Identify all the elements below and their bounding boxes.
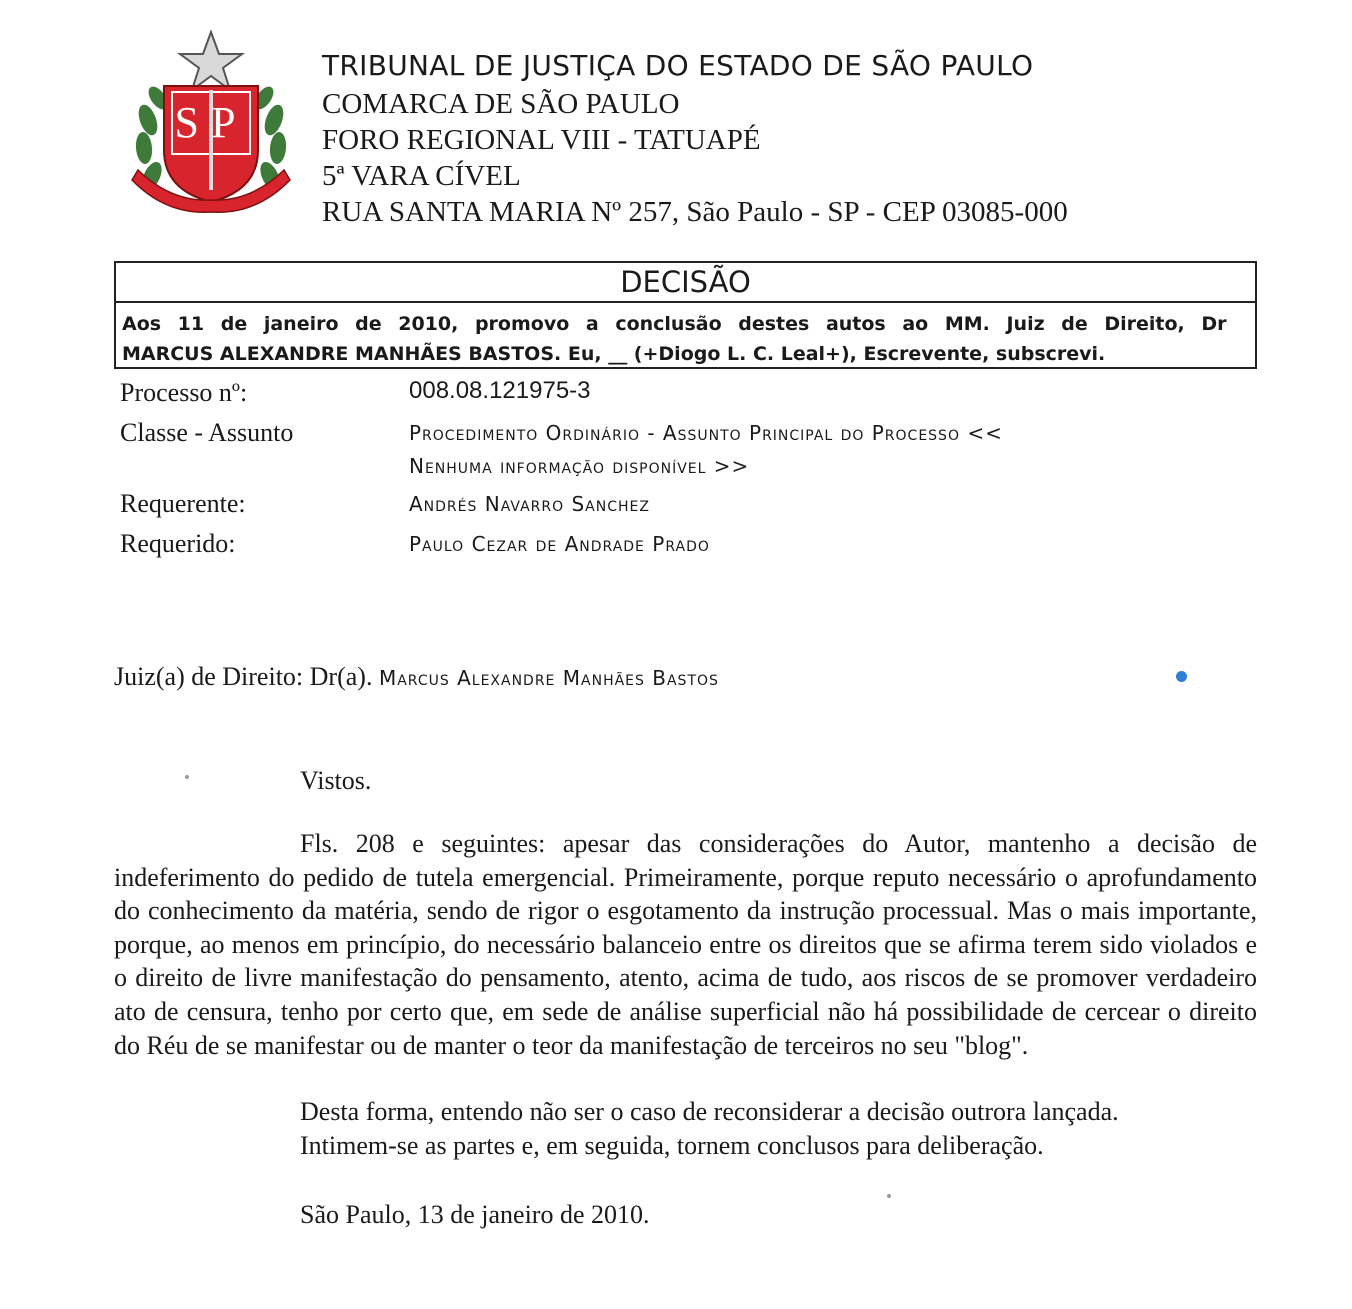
intimem-text: Intimem-se as partes e, em seguida, tornem conclusos para deliberação. bbox=[300, 1131, 1044, 1160]
decision-paragraph-text: Fls. 208 e seguintes: apesar das considerações do Autor, mantenho a decisão de indeferimento do pedido de tutela emergencial. Primeiramente, porque reputo necessário o aprofundamento do conhecimento da matéria, sendo de rigor o esgotamento da instrução processual. Mas o mais importante, porque, ao menos em princípio, do necessário balanceio entre os direitos que se afirma terem sido violados e o direito de livre manifestação do pensamento, atento, acima de tudo, aos riscos de se promover verdadeiro ato de censura, tenho por certo que, em sede de análise superficial não há possibilidade de cercear o direito do Réu de se manifestar ou de manter o teor da manifestação de terceiros no seu "blog". bbox=[114, 829, 1257, 1060]
desta-forma-text: Desta forma, entendo não ser o caso de reconsiderar a decisão outrora lançada. bbox=[300, 1097, 1119, 1126]
conclusion-line-1: Aos 11 de janeiro de 2010, promovo a conclusão destes autos ao MM. Juiz de Direito, Dr bbox=[122, 313, 1227, 335]
conclusion-line-2: MARCUS ALEXANDRE MANHÃES BASTOS. Eu, __ (+Diogo L. C. Leal+), Escrevente, subscrevi. bbox=[122, 343, 1106, 365]
requerido-value: Paulo Cezar de Andrade Prado bbox=[409, 532, 710, 556]
judge-line bbox=[114, 662, 719, 692]
star-icon bbox=[180, 32, 242, 90]
foro-name: FORO REGIONAL VIII - TATUAPÉ bbox=[322, 124, 761, 156]
decision-title: DECISÃO bbox=[116, 263, 1255, 303]
sao-paulo-coat-of-arms bbox=[126, 30, 296, 215]
court-name: TRIBUNAL DE JUSTIÇA DO ESTADO DE SÃO PAULO bbox=[322, 49, 1034, 82]
comarca-name: COMARCA DE SÃO PAULO bbox=[322, 88, 680, 120]
place-and-date: São Paulo, 13 de janeiro de 2010. bbox=[300, 1200, 650, 1229]
requerente-label: Requerente: bbox=[120, 489, 246, 518]
scan-speck bbox=[185, 775, 189, 779]
processo-label: Processo nº: bbox=[120, 378, 248, 407]
requerente-value: Andrés Navarro Sanchez bbox=[409, 492, 650, 516]
blue-dot-mark bbox=[1176, 671, 1187, 682]
vara-name: 5ª VARA CÍVEL bbox=[322, 160, 521, 192]
classe-value-line-2: Nenhuma informação disponível >> bbox=[409, 454, 750, 478]
decision-paragraph bbox=[114, 827, 1257, 1062]
scan-speck bbox=[887, 1194, 891, 1198]
vistos-text: Vistos. bbox=[300, 766, 372, 795]
decision-box bbox=[114, 261, 1257, 369]
classe-value-line-1: Procedimento Ordinário - Assunto Principal do Processo << bbox=[409, 421, 1003, 445]
emblem-initials: SP bbox=[174, 98, 248, 147]
processo-value: 008.08.121975-3 bbox=[409, 377, 591, 404]
court-address: RUA SANTA MARIA Nº 257, São Paulo - SP - CEP 03085-000 bbox=[322, 196, 1068, 228]
judge-label: Juiz(a) de Direito: Dr(a). bbox=[114, 662, 373, 691]
classe-label: Classe - Assunto bbox=[120, 418, 294, 447]
judge-name: Marcus Alexandre Manhães Bastos bbox=[378, 666, 719, 690]
requerido-label: Requerido: bbox=[120, 529, 236, 558]
